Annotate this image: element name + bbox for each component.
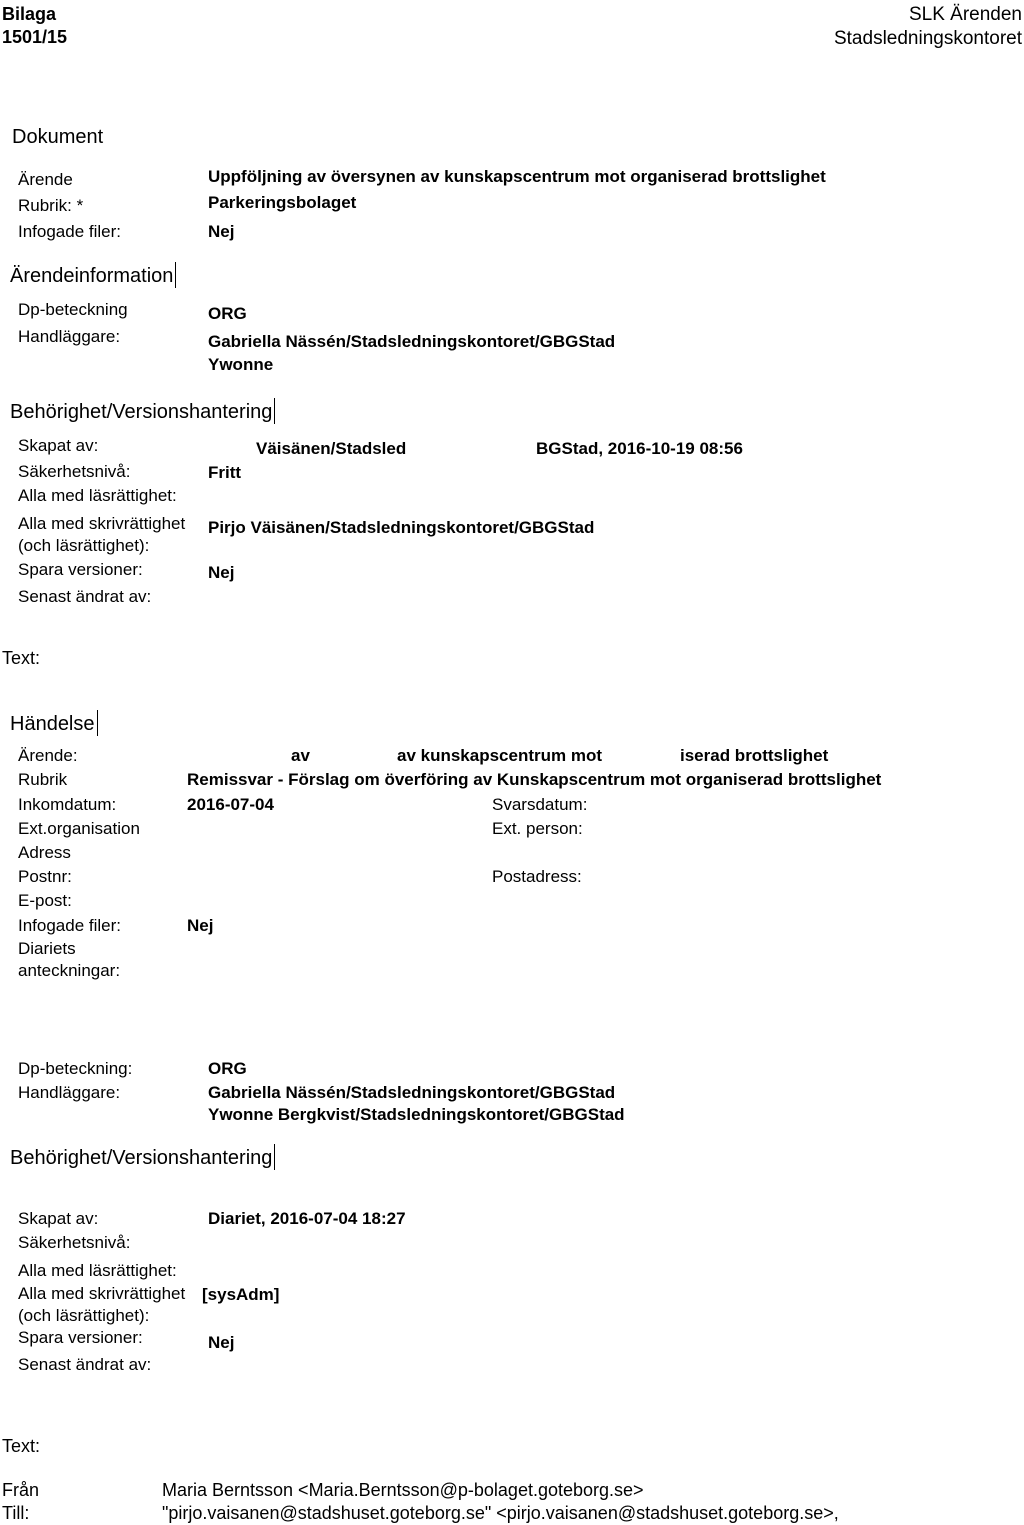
ext-person-label: Ext. person: — [492, 819, 583, 838]
text2-label: Text: — [2, 1436, 41, 1456]
arendeinformation-heading: Ärendeinformation — [10, 262, 176, 288]
spara-versioner2-value: Nej — [208, 1333, 235, 1352]
adress-label: Adress — [18, 843, 71, 862]
office-name: Stadsledningskontoret — [833, 28, 1022, 49]
handelse-arende-part1: av — [291, 746, 310, 765]
skapat-av-label: Skapat av: — [18, 436, 99, 455]
handelse-rubrik-value: Remissvar - Förslag om överföring av Kunskapscentrum mot organiserad brottslighet — [187, 770, 882, 789]
text-cursor — [274, 398, 275, 424]
behorighet-heading: Behörighet/Versionshantering — [10, 398, 275, 424]
handelse-infogade-filer-value: Nej — [187, 916, 214, 935]
arende-label: Ärende — [18, 170, 73, 189]
handelse-infogade-filer-label: Infogade filer: — [18, 916, 122, 935]
till-label: Till: — [2, 1503, 30, 1523]
till-value: "pirjo.vaisanen@stadshuset.goteborg.se" <pirjo.vaisanen@stadshuset.goteborg.se>, — [162, 1503, 839, 1523]
behorighet2-heading: Behörighet/Versionshantering — [10, 1144, 275, 1170]
spara-versioner-value: Nej — [208, 563, 235, 582]
skrivrattighet-label-1: Alla med skrivrättighet — [18, 514, 186, 533]
dp-beteckning2-label: Dp-beteckning: — [18, 1059, 133, 1078]
dp-beteckning-value: ORG — [208, 304, 247, 323]
arende-value: Uppföljning av översynen av kunskapscentrum mot organiserad brottslighet — [208, 167, 826, 186]
text-cursor — [97, 710, 98, 736]
skrivrattighet2-label-2: (och läsrättighet): — [18, 1306, 150, 1325]
handlaggare2-value-2: Ywonne Bergkvist/Stadsledningskontoret/GBGStad — [208, 1105, 625, 1124]
text-cursor — [274, 1144, 275, 1170]
skrivrattighet-value: Pirjo Väisänen/Stadsledningskontoret/GBGStad — [208, 518, 595, 537]
senast-andrat-label: Senast ändrat av: — [18, 587, 152, 606]
dokument-heading: Dokument — [12, 126, 104, 148]
sakerhetsniva2-label: Säkerhetsnivå: — [18, 1233, 131, 1252]
skrivrattighet2-label-1: Alla med skrivrättighet — [18, 1284, 186, 1303]
infogade-filer-value: Nej — [208, 222, 235, 241]
document-number: 1501/15 — [2, 27, 68, 47]
lasrattighet2-label: Alla med läsrättighet: — [18, 1261, 177, 1280]
spara-versioner-label: Spara versioner: — [18, 560, 143, 579]
text-cursor — [175, 262, 176, 288]
skapat-av2-label: Skapat av: — [18, 1209, 99, 1228]
diariets-label-2: anteckningar: — [18, 961, 121, 980]
sakerhetsniva-value: Fritt — [208, 463, 242, 482]
senast-andrat2-label: Senast ändrat av: — [18, 1355, 152, 1374]
system-name: SLK Ärenden — [908, 4, 1022, 25]
lasrattighet-label: Alla med läsrättighet: — [18, 486, 177, 505]
skapat-av-value-part2: BGStad, 2016-10-19 08:56 — [536, 439, 743, 458]
handlaggare-value-1: Gabriella Nässén/Stadsledningskontoret/GBGStad — [208, 332, 616, 351]
handlaggare-label: Handläggare: — [18, 327, 121, 346]
handlaggare2-label: Handläggare: — [18, 1083, 121, 1102]
sakerhetsniva-label: Säkerhetsnivå: — [18, 462, 131, 481]
handelse-arende-part2: av kunskapscentrum mot — [397, 746, 603, 765]
handelse-arende-label: Ärende: — [18, 746, 78, 765]
dp-beteckning2-value: ORG — [208, 1059, 247, 1078]
handlaggare2-value-1: Gabriella Nässén/Stadsledningskontoret/GBGStad — [208, 1083, 616, 1102]
diariets-label-1: Diariets — [18, 939, 76, 958]
epost-label: E-post: — [18, 891, 72, 910]
fran-label: Från — [2, 1480, 40, 1500]
rubrik-label: Rubrik: * — [18, 196, 84, 215]
spara-versioner2-label: Spara versioner: — [18, 1328, 143, 1347]
handelse-arende-part3: iserad brottslighet — [680, 746, 829, 765]
skrivrattighet-label-2: (och läsrättighet): — [18, 536, 150, 555]
postadress-label: Postadress: — [492, 867, 582, 886]
handelse-rubrik-label: Rubrik — [18, 770, 68, 789]
dp-beteckning-label: Dp-beteckning — [18, 300, 128, 319]
fran-value: Maria Berntsson <Maria.Berntsson@p-bolaget.goteborg.se> — [162, 1480, 644, 1500]
ext-organisation-label: Ext.organisation — [18, 819, 140, 838]
handelse-heading: Händelse — [10, 710, 98, 736]
skrivrattighet2-value: [sysAdm] — [202, 1285, 280, 1304]
inkomdatum-label: Inkomdatum: — [18, 795, 117, 814]
infogade-filer-label: Infogade filer: — [18, 222, 122, 241]
text-label: Text: — [2, 648, 41, 668]
postnr-label: Postnr: — [18, 867, 72, 886]
rubrik-value: Parkeringsbolaget — [208, 193, 357, 212]
svarsdatum-label: Svarsdatum: — [492, 795, 588, 814]
skapat-av2-value: Diariet, 2016-07-04 18:27 — [208, 1209, 406, 1228]
bilaga-label: Bilaga — [2, 4, 57, 24]
skapat-av-value-part1: Väisänen/Stadsled — [256, 439, 407, 458]
inkomdatum-value: 2016-07-04 — [187, 795, 274, 814]
handlaggare-value-2: Ywonne — [208, 355, 274, 374]
